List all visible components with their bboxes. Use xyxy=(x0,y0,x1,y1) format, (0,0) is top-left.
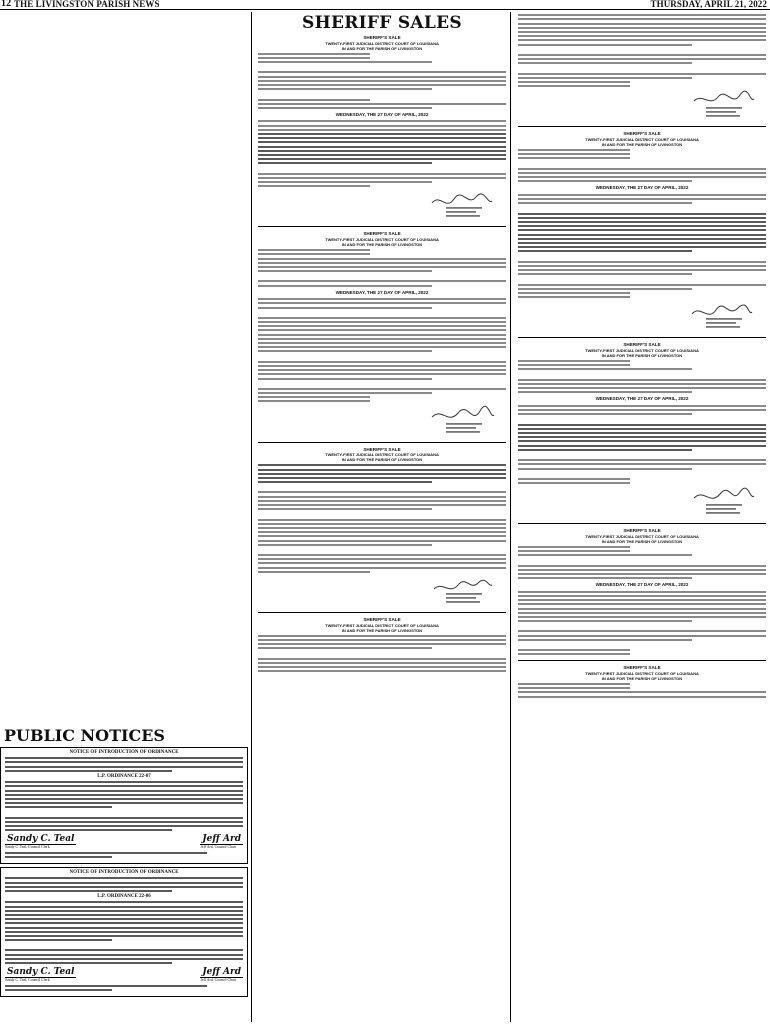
sale-date-heading: WEDNESDAY, THE 27 DAY OF APRIL, 2022 xyxy=(335,289,429,295)
court-line: TWENTY-FIRST JUDICIAL DISTRICT COURT OF LOUISIANA xyxy=(325,236,439,242)
chair-signature: Jeff Ard xyxy=(202,834,241,845)
notice-box xyxy=(0,867,248,997)
sheriff-sale-notice xyxy=(258,231,506,436)
chair-caption: Jeff Ard, Council Chair xyxy=(200,978,236,982)
sheriff-sale-notice xyxy=(518,342,766,518)
sale-label: SHERIFF'S SALE xyxy=(363,617,401,622)
sheriff-sale-notice xyxy=(518,528,766,655)
sale-label: SHERIFF'S SALE xyxy=(363,35,401,40)
deputy-signature xyxy=(428,575,496,607)
section-divider xyxy=(258,226,506,227)
sale-label: SHERIFF'S SALE xyxy=(363,231,401,237)
section-divider xyxy=(258,442,506,443)
court-line: TWENTY-FIRST JUDICIAL DISTRICT COURT OF LOUISIANA xyxy=(325,452,439,458)
notice-heading: NOTICE OF INTRODUCTION OF ORDINANCE xyxy=(69,870,179,876)
sheriff-sale-notice xyxy=(518,131,766,332)
parish-line: IN AND FOR THE PARISH OF LIVINGSTON xyxy=(601,675,683,681)
court-line: TWENTY-FIRST JUDICIAL DISTRICT COURT OF LOUISIANA xyxy=(585,670,699,676)
signature-row xyxy=(5,967,243,983)
notice-box xyxy=(0,747,248,864)
sale-label: SHERIFF'S SALE xyxy=(363,446,401,452)
parish-line: IN AND FOR THE PARISH OF LIVINGSTON xyxy=(341,45,423,51)
sale-date-heading: WEDNESDAY, THE 27 DAY OF APRIL, 2022 xyxy=(595,185,689,191)
sale-label: SHERIFF'S SALE xyxy=(623,665,661,671)
deputy-signature xyxy=(688,300,756,332)
ordinance-number: L.P. ORDINANCE 22-07 xyxy=(97,773,151,779)
section-divider xyxy=(518,660,766,661)
sheriff-sale-notice xyxy=(518,665,766,697)
chair-caption: Jeff Ard, Council Chair xyxy=(200,845,236,850)
notice-heading: NOTICE OF INTRODUCTION OF ORDINANCE xyxy=(69,750,179,755)
section-divider xyxy=(518,126,766,127)
parish-line: IN AND FOR THE PARISH OF LIVINGSTON xyxy=(341,241,423,247)
court-line: TWENTY-FIRST JUDICIAL DISTRICT COURT OF LOUISIANA xyxy=(585,347,699,353)
deputy-signature xyxy=(428,189,496,221)
court-line: TWENTY-FIRST JUDICIAL DISTRICT COURT OF LOUISIANA xyxy=(325,40,439,46)
section-divider xyxy=(518,337,766,338)
sheriff-sale-notice xyxy=(258,617,506,672)
deputy-signature xyxy=(688,486,756,518)
masthead xyxy=(0,0,770,10)
clerk-signature: Sandy C. Teal xyxy=(7,967,75,977)
parish-line: IN AND FOR THE PARISH OF LIVINGSTON xyxy=(601,538,683,544)
right-column xyxy=(518,12,766,1022)
deputy-signature xyxy=(688,89,756,121)
signature-row xyxy=(5,834,243,850)
public-notices-section xyxy=(0,726,248,997)
clerk-caption: Sandy C. Teal, Council Clerk xyxy=(5,978,50,982)
sale-date-heading: WEDNESDAY, THE 27 DAY OF APRIL, 2022 xyxy=(595,396,689,402)
sale-date-heading: WEDNESDAY, THE 27 DAY OF APRIL, 2022 xyxy=(595,582,689,588)
parish-line: IN AND FOR THE PARISH OF LIVINGSTON xyxy=(341,457,423,463)
court-line: TWENTY-FIRST JUDICIAL DISTRICT COURT OF LOUISIANA xyxy=(325,622,439,628)
left-column xyxy=(0,12,248,1022)
clerk-signature: Sandy C. Teal xyxy=(7,834,75,845)
issue-date: THURSDAY, APRIL 21, 2022 xyxy=(650,0,767,9)
section-divider xyxy=(518,523,766,524)
section-divider xyxy=(258,612,506,613)
court-line: TWENTY-FIRST JUDICIAL DISTRICT COURT OF LOUISIANA xyxy=(585,136,699,142)
ordinance-number: L.P. ORDINANCE 22-06 xyxy=(97,894,151,900)
chair-signature: Jeff Ard xyxy=(202,967,241,977)
deputy-signature xyxy=(428,405,496,437)
sheriff-sale-notice xyxy=(258,447,506,607)
sale-date-heading: WEDNESDAY, THE 27 DAY OF APRIL, 2022 xyxy=(335,111,429,117)
sale-label: SHERIFF'S SALE xyxy=(623,131,661,137)
middle-column xyxy=(258,12,506,1022)
sale-label: SHERIFF'S SALE xyxy=(623,528,661,534)
parish-line: IN AND FOR THE PARISH OF LIVINGSTON xyxy=(601,352,683,358)
page-number: 12 xyxy=(1,0,12,9)
sale-label: SHERIFF'S SALE xyxy=(623,342,661,348)
clerk-caption: Sandy C. Teal, Council Clerk xyxy=(5,845,50,850)
column-rule xyxy=(251,12,252,1022)
public-notices-title: PUBLIC NOTICES xyxy=(4,726,165,745)
parish-line: IN AND FOR THE PARISH OF LIVINGSTON xyxy=(341,627,423,633)
column-rule xyxy=(510,12,511,1022)
parish-line: IN AND FOR THE PARISH OF LIVINGSTON xyxy=(601,141,683,147)
sheriff-sale-notice xyxy=(258,35,506,221)
paper-name: THE LIVINGSTON PARISH NEWS xyxy=(14,0,160,9)
sheriff-sales-title: SHERIFF SALES xyxy=(302,13,462,33)
court-line: TWENTY-FIRST JUDICIAL DISTRICT COURT OF LOUISIANA xyxy=(585,533,699,539)
